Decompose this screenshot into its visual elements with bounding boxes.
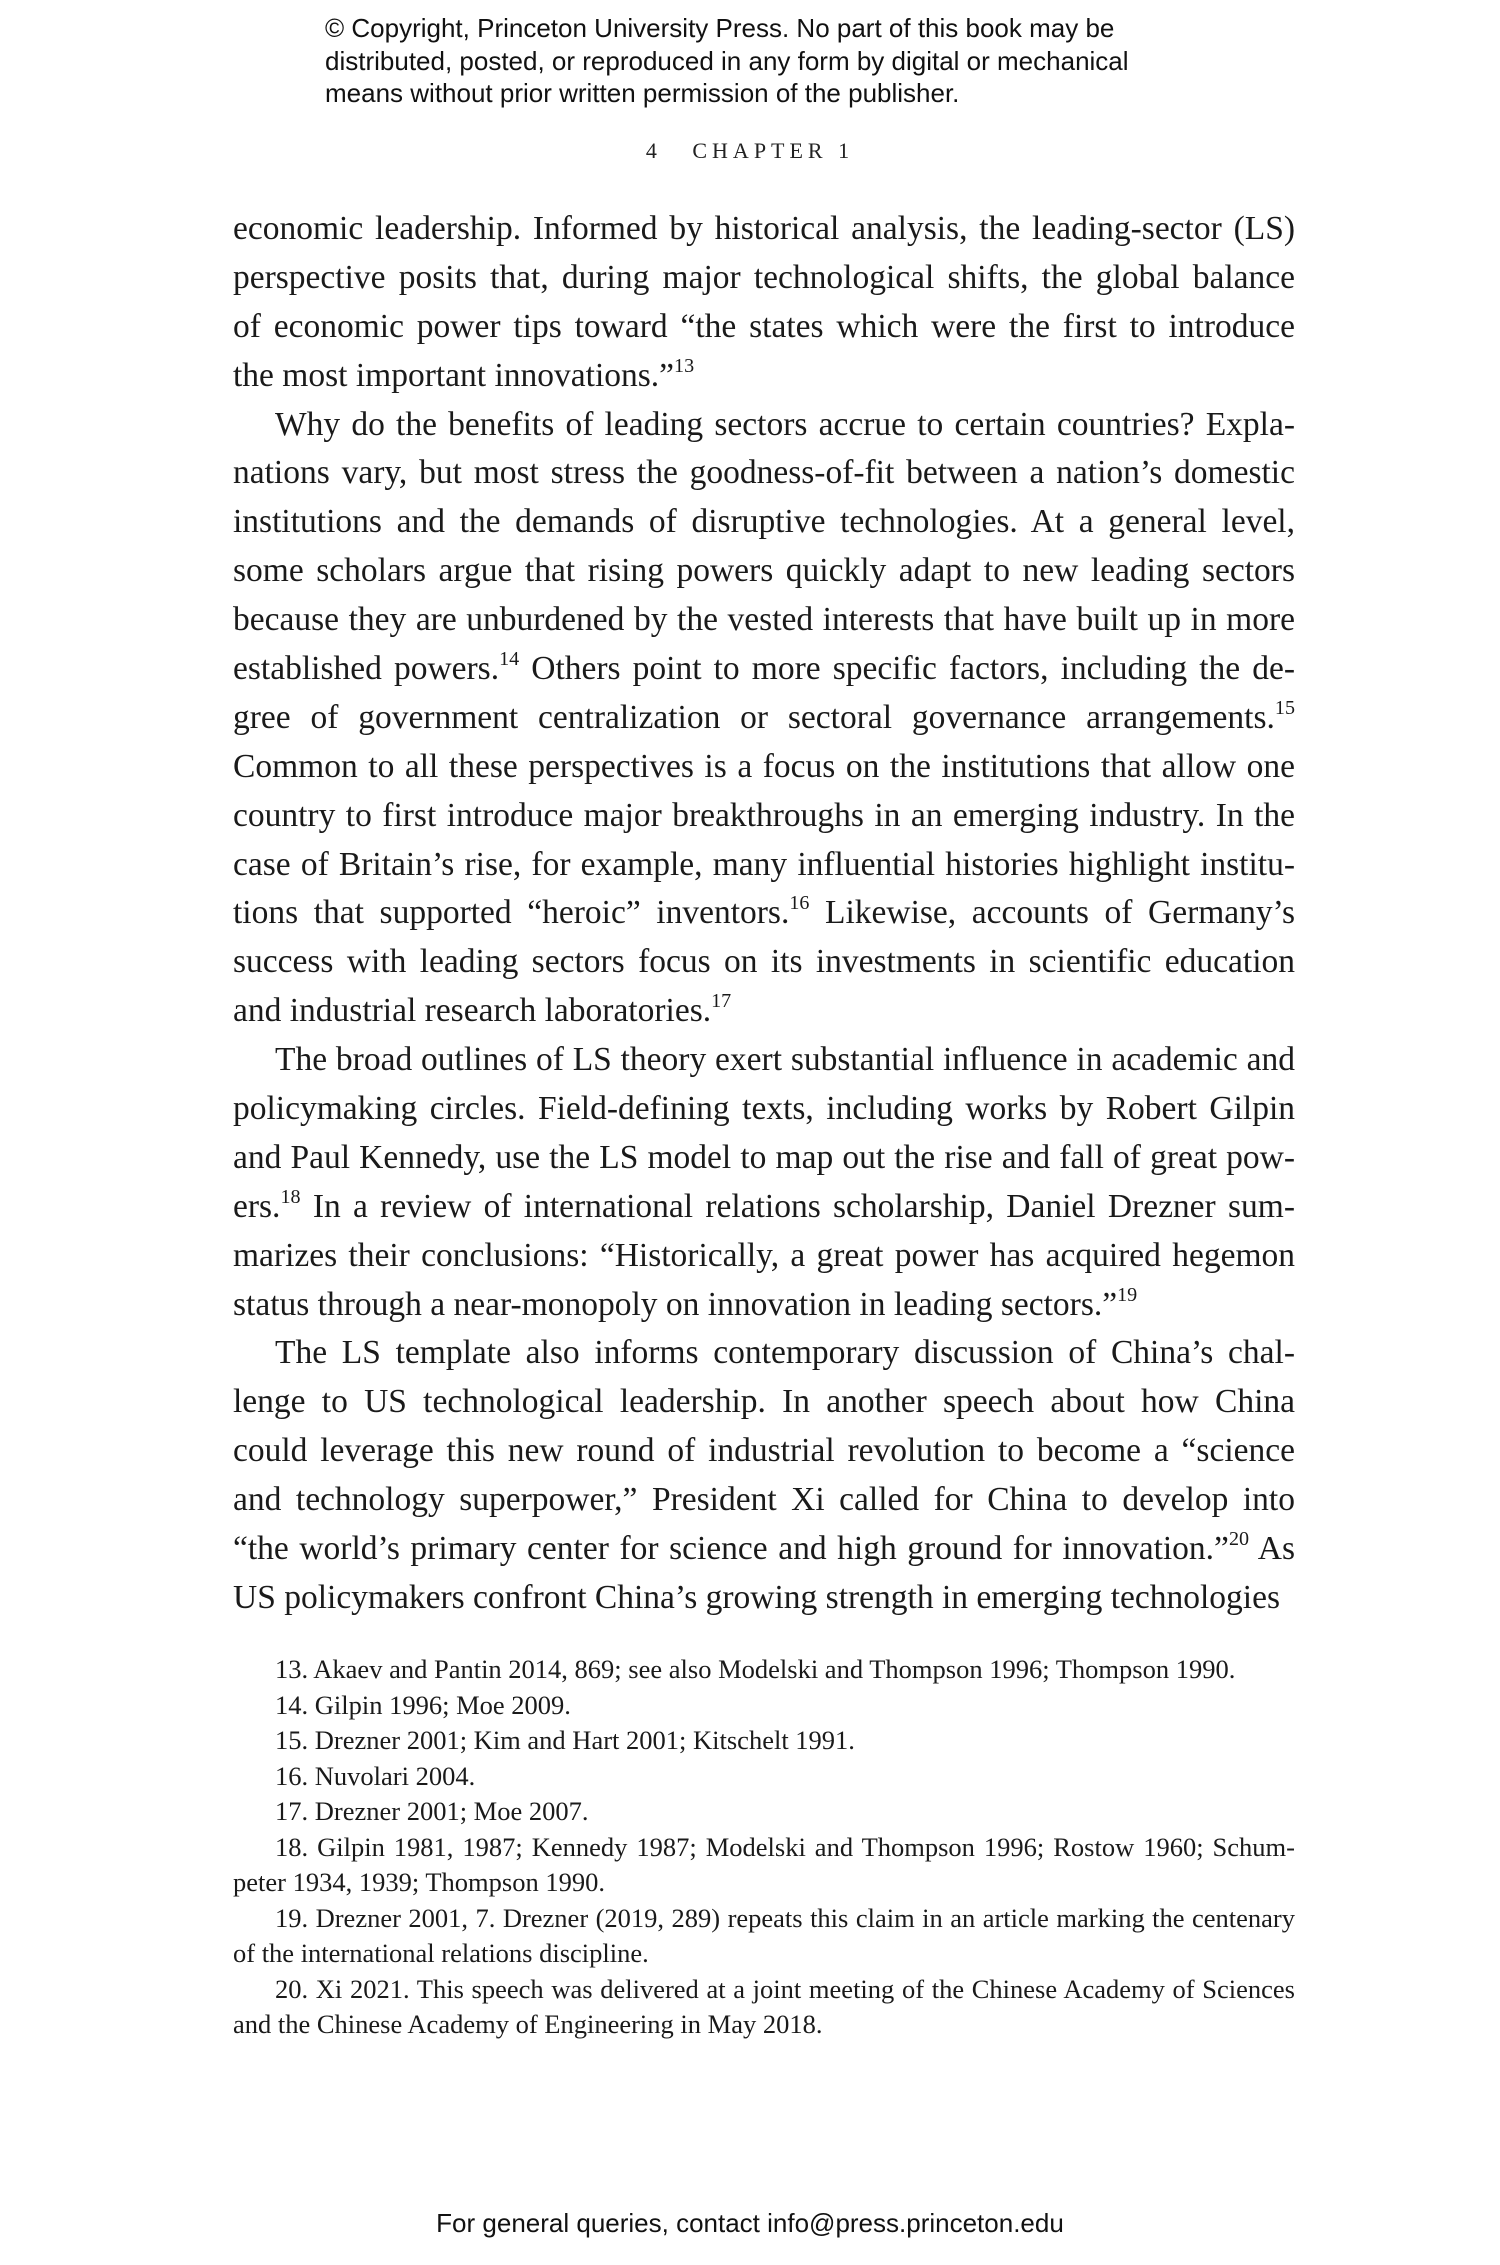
text-line: [233, 1427, 1295, 1476]
footnote-line: 17. Drezner 2001; Moe 2007.: [275, 1796, 589, 1826]
footnotes: [233, 1652, 1295, 2043]
line-text: US policymakers confront China’s growing strength in emerging technologies: [233, 1578, 1281, 1616]
text-line: [233, 449, 1295, 498]
text-line: [233, 401, 1295, 450]
paragraph: [233, 1329, 1295, 1622]
footnote-13: [233, 1652, 1295, 1688]
footnote-line: and the Chinese Academy of Engineering in May 2018.: [233, 2009, 823, 2039]
text-line: [233, 694, 1295, 743]
footnote-reference[interactable]: 20: [1228, 1527, 1250, 1550]
text-line: [233, 1378, 1295, 1427]
line-text: The LS template also informs contemporary discussion of China’s chal-: [275, 1334, 1295, 1372]
line-text: the most important innovations.”: [233, 356, 675, 394]
text-line: [233, 498, 1295, 547]
copyright-line: © Copyright, Princeton University Press. No part of this book may be: [325, 13, 1115, 43]
text-line: [233, 547, 1295, 596]
line-text: In a review of international relations scholarship, Daniel Drezner sum-: [300, 1187, 1295, 1225]
line-text: and Paul Kennedy, use the LS model to map out the rise and fall of great pow-: [233, 1138, 1295, 1176]
line-text: of economic power tips toward “the states which were the first to introduce: [233, 307, 1295, 345]
line-text: Why do the benefits of leading sectors accrue to certain countries? Expla-: [275, 405, 1295, 443]
line-text: Common to all these perspectives is a focus on the institutions that allow one: [233, 747, 1295, 785]
line-text: and technology superpower,” President Xi called for China to develop into: [233, 1481, 1295, 1519]
text-line: [233, 1232, 1295, 1281]
line-text: status through a near-monopoly on innovation in leading sectors.”: [233, 1285, 1118, 1323]
footnote-19: [233, 1901, 1295, 1972]
line-text: because they are unburdened by the vested interests that have built up in more: [233, 601, 1295, 639]
line-text: “the world’s primary center for science and high ground for innovation.”: [233, 1530, 1229, 1568]
chapter-label: CHAPTER 1: [692, 138, 855, 163]
line-text: institutions and the demands of disruptive technologies. At a general level,: [233, 503, 1295, 541]
footnote-line: of the international relations discipline.: [233, 1938, 649, 1968]
paragraph: [233, 1036, 1295, 1329]
page-footer: [0, 2208, 1500, 2239]
footnote-line: 16. Nuvolari 2004.: [275, 1760, 476, 1791]
text-line: [233, 889, 1295, 938]
text-line: [233, 352, 1295, 401]
footnote-reference[interactable]: 17: [711, 990, 732, 1013]
text-line: [233, 1476, 1295, 1525]
footnote-line: 15. Drezner 2001; Kim and Hart 2001; Kitschelt 1991.: [275, 1725, 855, 1755]
line-text: gree of government centralization or sectoral governance arrangements.: [233, 698, 1275, 736]
line-text: success with leading sectors focus on its investments in scientific education: [233, 943, 1295, 981]
line-text: lenge to US technological leadership. In another speech about how China: [233, 1383, 1295, 1421]
text-line: [233, 303, 1295, 352]
footnote-18: [233, 1830, 1295, 1901]
line-text: nations vary, but most stress the goodness-of-fit between a nation’s domestic: [233, 454, 1295, 492]
footnote-reference[interactable]: 18: [280, 1185, 301, 1208]
text-line: [233, 841, 1295, 890]
footnote-line: 14. Gilpin 1996; Moe 2009.: [275, 1689, 571, 1720]
line-text: The broad outlines of LS theory exert substantial influence in academic and: [275, 1041, 1295, 1079]
paragraph: [233, 205, 1295, 401]
line-text: established powers.: [233, 650, 500, 688]
line-text: policymaking circles. Field-defining texts, including works by Robert Gilpin: [233, 1090, 1295, 1128]
line-text: tions that supported “heroic” inventors.: [233, 894, 790, 932]
footnote-20: [233, 1972, 1295, 2043]
footnote-line: 13. Akaev and Pantin 2014, 869; see also Modelski and Thompson 1996; Thompson 1990.: [275, 1654, 1236, 1684]
text-line: [233, 1036, 1295, 1085]
text-line: [233, 938, 1295, 987]
footnote-14: [233, 1688, 1295, 1724]
footnote-15: [233, 1723, 1295, 1759]
paragraph: [233, 401, 1295, 1037]
footnote-reference[interactable]: 14: [499, 647, 520, 670]
line-text: economic leadership. Informed by historical analysis, the leading-sector (LS): [233, 210, 1295, 247]
footnote-reference[interactable]: 13: [674, 354, 695, 377]
line-text: country to first introduce major breakthroughs in an emerging industry. In the: [233, 796, 1295, 834]
text-line: [233, 1085, 1295, 1134]
copyright-line: distributed, posted, or reproduced in any form by digital or mechanical: [325, 45, 1129, 76]
footnote-reference[interactable]: 19: [1117, 1283, 1138, 1306]
text-line: [233, 987, 1295, 1036]
body-text: [233, 205, 1295, 1623]
footnote-line: 20. Xi 2021. This speech was delivered at a joint meeting of the Chinese Academy of Sciences: [275, 1973, 1295, 2004]
line-text: ers.: [233, 1187, 281, 1225]
footer-contact: For general queries, contact info@press.princeton.edu: [436, 2208, 1064, 2238]
line-text: Likewise, accounts of Germany’s: [809, 894, 1296, 932]
line-text: perspective posits that, during major technological shifts, the global balance: [233, 258, 1295, 296]
text-line: [233, 792, 1295, 841]
line-text: As: [1249, 1530, 1295, 1568]
copyright-notice: [325, 12, 1225, 110]
footnote-16: [233, 1759, 1295, 1795]
text-line: [233, 254, 1295, 303]
footnote-line: peter 1934, 1939; Thompson 1990.: [233, 1867, 605, 1897]
text-line: [233, 205, 1295, 254]
text-line: [233, 645, 1295, 694]
footnote-line: 19. Drezner 2001, 7. Drezner (2019, 289) repeats this claim in an article marking the centenary: [275, 1902, 1295, 1933]
line-text: and industrial research laboratories.: [233, 992, 712, 1030]
text-line: [233, 1329, 1295, 1378]
line-text: marizes their conclusions: “Historically, a great power has acquired hegemon: [233, 1236, 1295, 1274]
footnote-17: [233, 1794, 1295, 1830]
text-line: [233, 1183, 1295, 1232]
line-text: could leverage this new round of industrial revolution to become a “science: [233, 1432, 1295, 1470]
running-head: [0, 138, 1500, 164]
text-line: [233, 1525, 1295, 1574]
text-line: [233, 1574, 1295, 1623]
copyright-line: means without prior written permission of the publisher.: [325, 78, 960, 108]
page-number: 4: [645, 138, 657, 163]
text-line: [233, 743, 1295, 792]
text-line: [233, 1281, 1295, 1330]
line-text: some scholars argue that rising powers quickly adapt to new leading sectors: [233, 552, 1295, 590]
line-text: Others point to more specific factors, including the de-: [519, 650, 1295, 688]
footnote-reference[interactable]: 16: [789, 892, 810, 915]
text-line: [233, 596, 1295, 645]
text-line: [233, 1134, 1295, 1183]
footnote-reference[interactable]: 15: [1274, 696, 1295, 719]
line-text: case of Britain’s rise, for example, many influential histories highlight institu-: [233, 845, 1295, 883]
footnote-line: 18. Gilpin 1981, 1987; Kennedy 1987; Modelski and Thompson 1996; Rostow 1960; Schum-: [275, 1831, 1295, 1862]
